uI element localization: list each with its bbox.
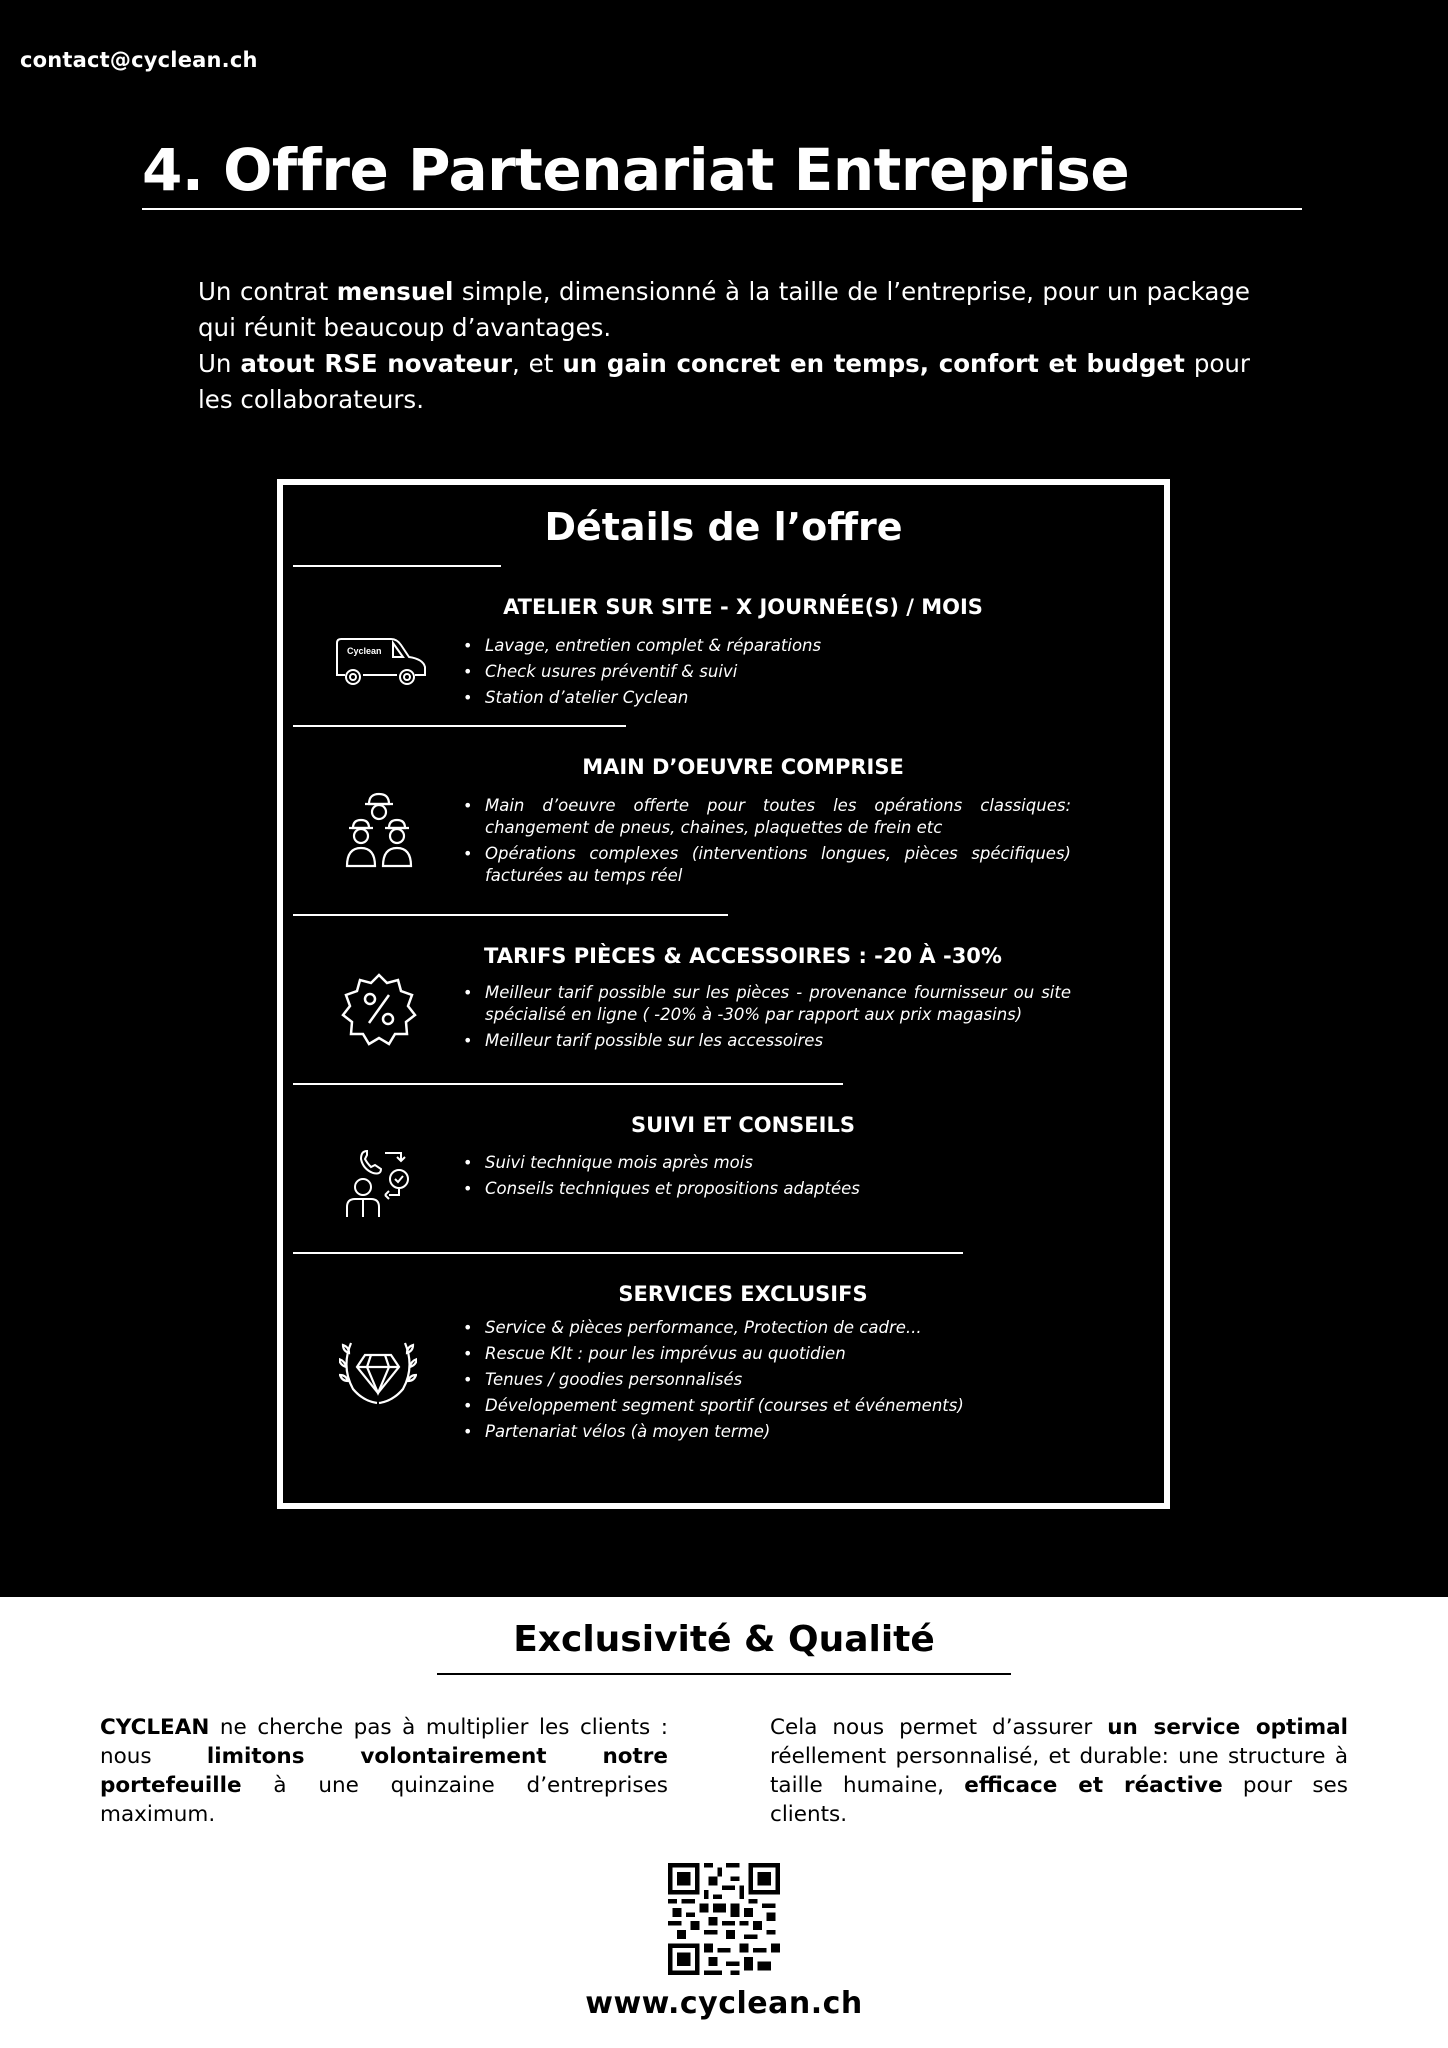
section-divider [293,914,728,916]
section-list-atelier [461,635,1071,713]
contact-email[interactable]: contact@cyclean.ch [20,48,258,72]
section-heading-services: SERVICES EXCLUSIFS [618,1282,868,1306]
percent-badge-icon [341,971,417,1051]
quality-text-left: CYCLEAN ne cherche pas à multiplier les clients : nous limitons volontairement notre portefeuille à une quinzaine d’entreprises maximum. [100,1715,668,1827]
section-heading-suivi: SUIVI ET CONSEILS [631,1113,855,1137]
section-list-main-oeuvre [461,795,1071,891]
list-item: • Lavage, entretien complet & réparations [461,635,1071,657]
qr-code-icon[interactable] [668,1863,780,1975]
section-list-suivi [461,1152,1071,1204]
offer-details-box [277,479,1170,1509]
van-icon [333,635,429,691]
quality-title: Exclusivité & Qualité [513,1619,935,1660]
intro-text [198,274,1250,418]
list-item: • Service & pièces performance, Protection de cadre... [461,1317,1071,1339]
section-divider [293,565,501,567]
section-heading-atelier: ATELIER SUR SITE - X JOURNÉE(S) / MOIS [503,595,983,619]
support-person-icon [341,1147,417,1223]
workers-icon [343,790,415,874]
list-item: • Meilleur tarif possible sur les pièces - provenance fournisseur ou site spécialisé en ligne ( -20% à -30% par rapport aux prix magasins) [461,982,1071,1026]
section-divider [293,1252,963,1254]
section-divider [293,725,626,727]
list-item: • Check usures préventif & suivi [461,661,1071,683]
section-heading-main-oeuvre: MAIN D’OEUVRE COMPRISE [582,755,904,779]
intro-paragraph-1: Un contrat mensuel simple, dimensionné à la taille de l’entreprise, pour un package qui réunit beaucoup d’avantages. [198,277,1251,342]
svg-text:Cyclean: Cyclean [347,646,382,656]
section-divider [293,1083,843,1085]
page-title: 4. Offre Partenariat Entreprise [142,136,1130,204]
list-item: • Main d’oeuvre offerte pour toutes les opérations classiques: changement de pneus, chaines, plaquettes de frein etc [461,795,1071,839]
list-item: • Suivi technique mois après mois [461,1152,1071,1174]
section-heading-tarifs: TARIFS PIÈCES & ACCESSOIRES : -20 À -30% [484,944,1002,968]
diamond-laurel-icon [339,1337,417,1411]
list-item: • Opérations complexes (interventions longues, pièces spécifiques) facturées au temps réel [461,843,1071,887]
quality-divider [437,1673,1011,1675]
list-item: • Station d’atelier Cyclean [461,687,1071,709]
section-list-tarifs [461,982,1071,1056]
website-link[interactable]: www.cyclean.ch [585,1986,863,2021]
list-item: • Partenariat vélos (à moyen terme) [461,1421,1071,1443]
list-item: • Conseils techniques et propositions adaptées [461,1178,1071,1200]
offer-title: Détails de l’offre [544,505,903,549]
list-item: • Développement segment sportif (courses et événements) [461,1395,1071,1417]
list-item: • Meilleur tarif possible sur les accessoires [461,1030,1071,1052]
intro-paragraph-2: Un atout RSE novateur, et un gain concret en temps, confort et budget pour les collaborateurs. [198,349,1250,414]
quality-text-right: Cela nous permet d’assurer un service optimal réellement personnalisé, et durable: une structure à taille humaine, efficace et réactive pour ses clients. [770,1715,1348,1827]
list-item: • Tenues / goodies personnalisés [461,1369,1071,1391]
section-list-services [461,1317,1071,1447]
list-item: • Rescue KIt : pour les imprévus au quotidien [461,1343,1071,1365]
title-divider [142,208,1302,210]
